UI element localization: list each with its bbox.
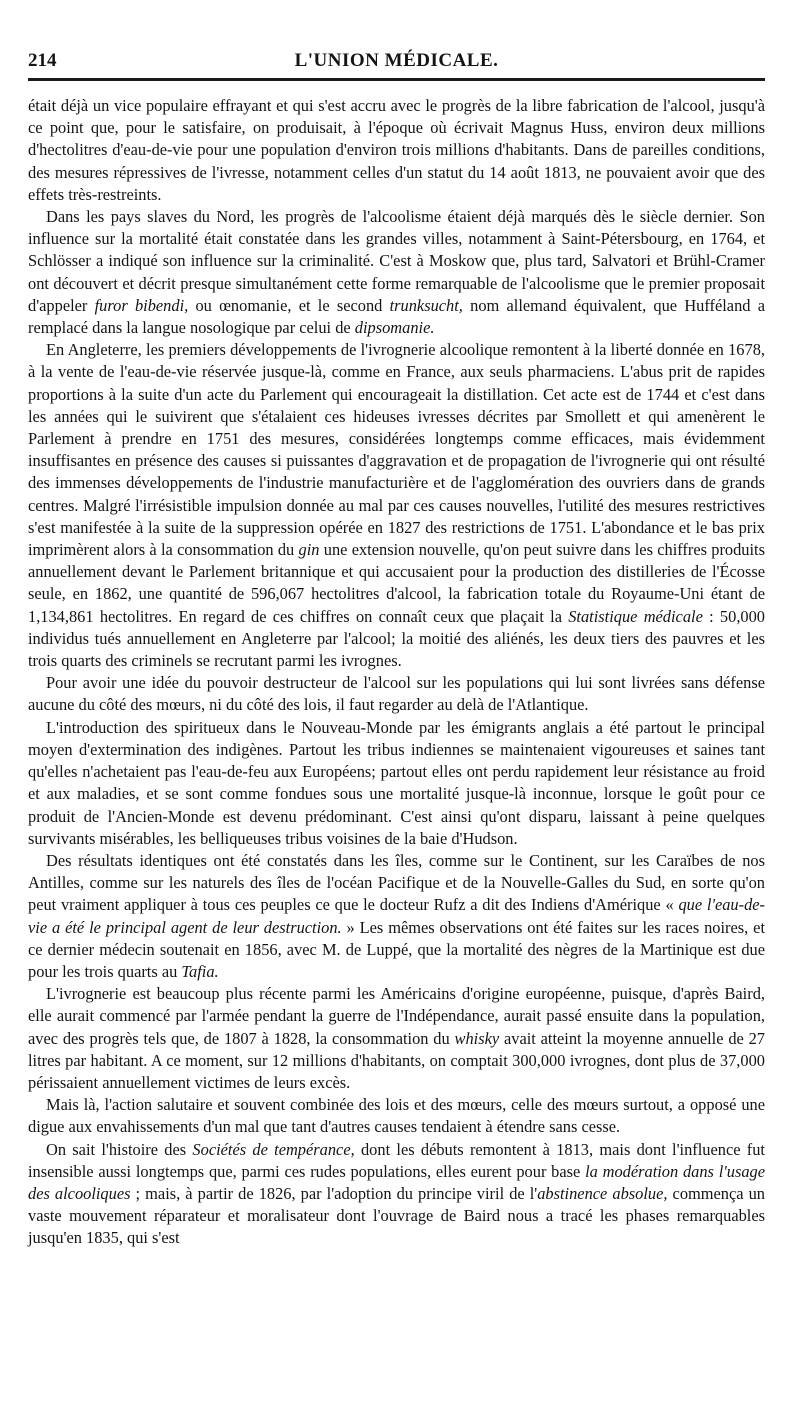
- italic-text: furor bibendi,: [94, 295, 189, 315]
- paragraph: [28, 983, 765, 1094]
- text-run: En Angleterre, les premiers développements de l'ivrognerie alcoolique remontent à la liberté donnée en 1678, à la vente de l'eau-de-vie réservée jusque-là, comme en France, aux seuls pharmaciens. L'abus prit de rapides proportions à la suite d'un acte du Parlement qui encourageait la distillation. Cet acte est de 1744 et c'est dans les années qui le suivirent que s'étalaient ces hideuses ivresses décrites par Smollett et qui amenèrent le Parlement à prendre en 1751 des mesures, considérées longtemps comme efficaces, mais évidemment insuffisantes en présence des causes si puissantes d'aggravation et de propagation de l'ivrognerie qui ont résulté des immenses développements de l'industrie manufacturière et de l'agglomération des ouvriers dans de grands centres. Malgré l'irrésistible impulsion donnée au mal par ces causes nouvelles, l'utilité des mesures restrictives s'est manifestée à la suite de la suppression opérée en 1827 des restrictions de 1751. L'abondance et le bas prix imprimèrent alors à la consommation du: [28, 340, 765, 560]
- italic-text: que l'eau-de-vie a été le principal agent de leur destruction.: [28, 895, 766, 937]
- text-run: On sait l'histoire des: [46, 1139, 193, 1159]
- italic-text: dipsomanie.: [354, 318, 435, 338]
- text-run: Des résultats identiques ont été constatés dans les îles, comme sur le Continent, sur les Caraïbes de nos Antilles, comme sur les naturels des îles de l'océan Pacifique et de la Nouvelle-Galles du Sud, en sorte qu'on peut vraiment appliquer à tous ces peuples ce que le docteur Rufz a dit des Indiens d'Amérique «: [28, 850, 765, 915]
- text-run: était déjà un vice populaire effrayant et qui s'est accru avec le progrès de la libre fabrication de l'alcool, jusqu'à ce point que, pour le satisfaire, on produisait, à l'époque où écrivait Magnus Huss, environ deux millions d'hectolitres d'eau-de-vie pour une population d'environ trois millions d'habitants. Dans de pareilles conditions, des mesures répressives de l'ivresse, notamment celles d'un statut du 14 août 1813, ne pouvaient avoir que des effets très-restreints.: [28, 96, 765, 204]
- page-header: [28, 44, 765, 81]
- paragraph: [28, 1139, 765, 1250]
- paragraph: [28, 206, 765, 339]
- paragraph: [28, 672, 765, 716]
- italic-text: whisky: [454, 1028, 500, 1048]
- text-run: L'ivrognerie est beaucoup plus récente parmi les Américains d'origine européenne, puisque, d'après Baird, elle aurait commencé par l'armée pendant la guerre de l'Indépendance, aurait passé ensuite dans la population, avec des progrès tels que, de 1807 à 1828, la consommation du: [28, 984, 765, 1048]
- italic-text: Tafia.: [181, 961, 219, 981]
- italic-text: Sociétés de tempérance,: [192, 1139, 355, 1159]
- paragraph: [28, 717, 765, 850]
- text-run: avait atteint la moyenne annuelle de 27 litres par habitant. A ce moment, sur 12 millions d'habitants, on comptait 300,000 ivrognes, dont plus de 37,000 périssaient annuellement victimes de leurs excès.: [28, 1028, 765, 1092]
- italic-text: gin: [298, 540, 320, 560]
- text-run: une extension nouvelle, qu'on peut suivre dans les chiffres produits annuellement devant le Parlement britannique et qui accusaient pour la production des distilleries de l'Écosse seule, en 1862, une quantité de 596,067 hectolitres d'alcool, la fabrication totale du Royaume-Uni étant de 1,134,861 hectolitres. En regard de ces chiffres on connaît ceux que plaçait la: [28, 540, 765, 626]
- italic-text: trunksucht,: [389, 295, 463, 315]
- paragraph: [28, 1094, 765, 1138]
- page-number: 214: [28, 50, 57, 71]
- text-run: dont les débuts remontent à 1813, mais dont l'influence fut insensible aussi longtemps que, parmi ces rudes populations, elles eurent pour base: [28, 1139, 765, 1181]
- text-run: Mais là, l'action salutaire et souvent combinée des lois et des mœurs, celle des mœurs surtout, a opposé une digue aux envahissements d'un mal que tant d'autres causes tendaient à étendre sans cesse.: [28, 1095, 765, 1137]
- paragraph: [28, 850, 765, 983]
- running-title: L'UNION MÉDICALE.: [294, 50, 499, 71]
- text-run: ou œnomanie, et le second: [188, 295, 390, 315]
- article-body: [28, 95, 765, 1250]
- italic-text: abstinence absolue,: [537, 1183, 668, 1203]
- italic-text: la modération dans l'usage des alcooliques: [28, 1161, 766, 1203]
- italic-text: Statistique médicale: [568, 606, 703, 626]
- paragraph: [28, 95, 765, 206]
- text-run: : 50,000 individus tués annuellement en Angleterre par l'alcool; la moitié des aliénés, les deux tiers des pauvres et les trois quarts des criminels se recrutant parmi les ivrognes.: [28, 606, 765, 671]
- text-run: Dans les pays slaves du Nord, les progrès de l'alcoolisme étaient déjà marqués dès le siècle dernier. Son influence sur la mortalité était constatée dans les grandes villes, notamment à Saint-Pétersbourg, en 1764, et Schlösser a indiqué son influence sur la criminalité. C'est à Moskow que, plus tard, Salvatori et Brühl-Cramer ont découvert et décrit presque simultanément cette forme remarquable de l'alcoolisme que le premier proposait d'appeler: [28, 207, 765, 315]
- paragraph: [28, 339, 765, 672]
- text-run: nom allemand équivalent, que Hufféland a remplacé dans la langue nosologique par celui de: [28, 295, 765, 338]
- text-run: » Les mêmes observations ont été faites sur les races noires, et ce dernier médecin soutenait en 1856, avec M. de Luppé, que la mortalité des nègres de la Martinique est due pour les trois quarts au: [28, 917, 765, 981]
- text-run: L'introduction des spiritueux dans le Nouveau-Monde par les émigrants anglais a été partout le principal moyen d'extermination des indigènes. Partout les tribus indiennes se maintenaient vigoureuses et saines tant qu'elles n'achetaient pas l'eau-de-feu aux Européens; partout elles ont perdu rapidement leur résistance au froid et aux maladies, et se sont comme fondues sous une mortalité jusque-là inconnue, lorsque le goût pour ce produit de l'Ancien-Monde est devenu prédominant. C'est ainsi qu'ont disparu, laissant à peine quelques survivants misérables, les belliqueuses tribus voisines de la baie d'Hudson.: [28, 717, 765, 848]
- text-run: Pour avoir une idée du pouvoir destructeur de l'alcool sur les populations qui lui sont livrées sans défense aucune du côté des mœurs, ni du côté des lois, il faut regarder au delà de l'Atlantique.: [28, 673, 765, 715]
- text-run: ; mais, à partir de 1826, par l'adoption du principe viril de l': [130, 1183, 538, 1203]
- text-run: commença un vaste mouvement réparateur et moralisateur dont l'ouvrage de Baird nous a tracé les phases remarquables jusqu'en 1835, qui s'est: [28, 1183, 765, 1248]
